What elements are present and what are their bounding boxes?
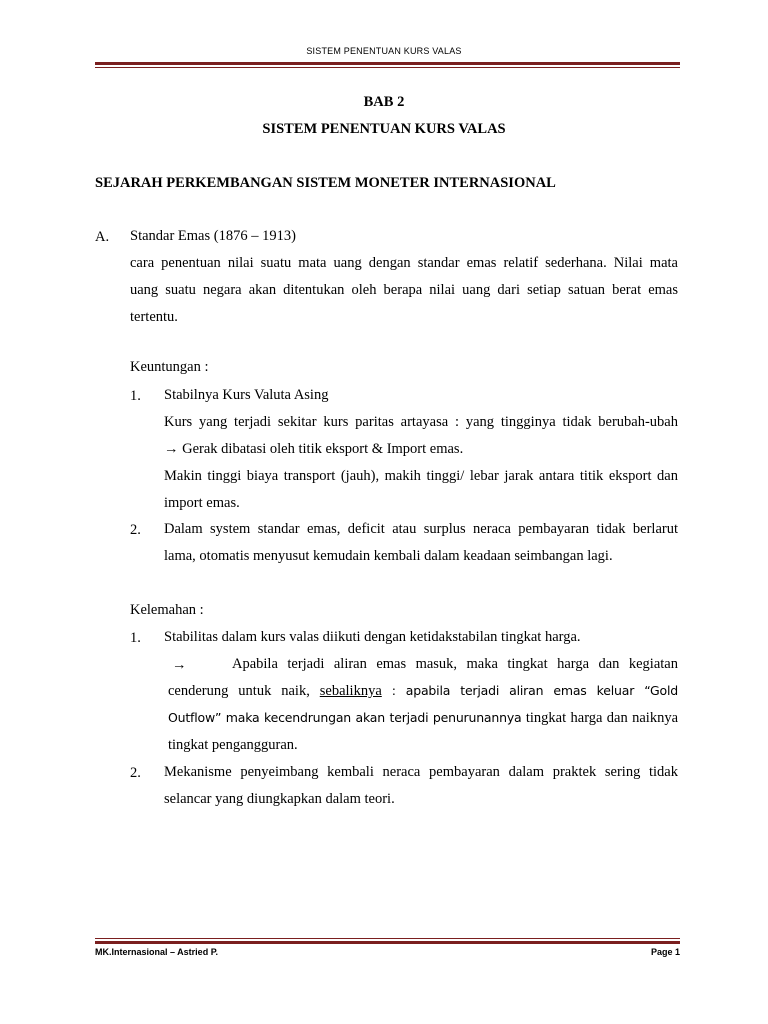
keuntungan-2-line2: lama, otomatis menyusut kemudain kembali dalam keadaan seimbangan lagi. [164,548,613,564]
footer-page-number: Page 1 [650,947,680,957]
footer-rule-thick [95,941,680,944]
kelemahan-1-line1: Apabila terjadi aliran emas masuk, maka tingkat harga dan kegiatan [232,656,678,672]
keuntungan-1-line3: Makin tinggi biaya transport (jauh), makih tinggi/ lebar jarak antara titik eksport dan [164,468,678,484]
kelemahan-1-marker: 1. [130,630,141,646]
kelemahan-1-line2b: sebaliknya [319,683,382,699]
kelemahan-2-marker: 2. [130,765,141,781]
kelemahan-1-line3b: tingkat harga dan naiknya [525,710,679,726]
item-a-para-line3: tertentu. [130,309,178,325]
running-header: SISTEM PENENTUAN KURS VALAS [306,46,462,56]
keuntungan-2-line1: Dalam system standar emas, deficit atau surplus neraca pembayaran tidak berlarut [164,521,678,537]
kelemahan-1-line2a: cenderung untuk naik, [168,683,310,699]
kelemahan-1-line2 [168,678,678,704]
footer-rule-thin [95,938,680,939]
kelemahan-1-line3 [168,705,678,731]
kelemahan-2-line2: selancar yang diungkapkan dalam teori. [164,791,395,807]
keuntungan-1-line2: Gerak dibatasi oleh titik eksport & Import emas. [182,441,464,457]
footer-course-author: MK.Internasional – Astried P. [95,947,219,957]
kelemahan-1-title: Stabilitas dalam kurs valas diikuti dengan ketidakstabilan tingkat harga. [164,629,581,645]
item-a-para-line2: uang suatu negara akan ditentukan oleh berapa nilai uang dari setiap satuan berat emas [130,282,678,298]
keuntungan-label: Keuntungan : [130,359,209,375]
kelemahan-1-line4: tingkat pengangguran. [168,737,298,753]
keuntungan-1-line2-wrap [164,436,678,462]
arrow-right-icon: → [172,657,187,673]
arrow-right-icon: → [164,441,179,457]
kelemahan-label: Kelemahan : [130,602,204,618]
section-title: SEJARAH PERKEMBANGAN SISTEM MONETER INTERNASIONAL [95,175,556,191]
keuntungan-1-line4: import emas. [164,495,240,511]
keuntungan-1-marker: 1. [130,388,141,404]
keuntungan-1-title: Stabilnya Kurs Valuta Asing [164,387,329,403]
item-a-marker: A. [95,229,110,245]
chapter-title: SISTEM PENENTUAN KURS VALAS [262,121,506,137]
header-rule-thick [95,62,680,65]
kelemahan-1-line3a: Outflow” maka kecendrungan akan terjadi penurunannya [168,710,522,725]
chapter-label: BAB 2 [363,94,405,110]
header-rule-thin [95,67,680,68]
item-a-para-line1: cara penentuan nilai suatu mata uang dengan standar emas relatif sederhana. Nilai mata [130,255,678,271]
kelemahan-2-line1: Mekanisme penyeimbang kembali neraca pembayaran dalam praktek sering tidak [164,764,678,780]
keuntungan-2-marker: 2. [130,522,141,538]
keuntungan-1-line1: Kurs yang terjadi sekitar kurs paritas artayasa : yang tingginya tidak berubah-ubah [164,414,678,430]
item-a-heading: Standar Emas (1876 – 1913) [130,228,296,244]
kelemahan-1-line2c: : apabila terjadi aliran emas keluar “Gold [391,683,678,698]
